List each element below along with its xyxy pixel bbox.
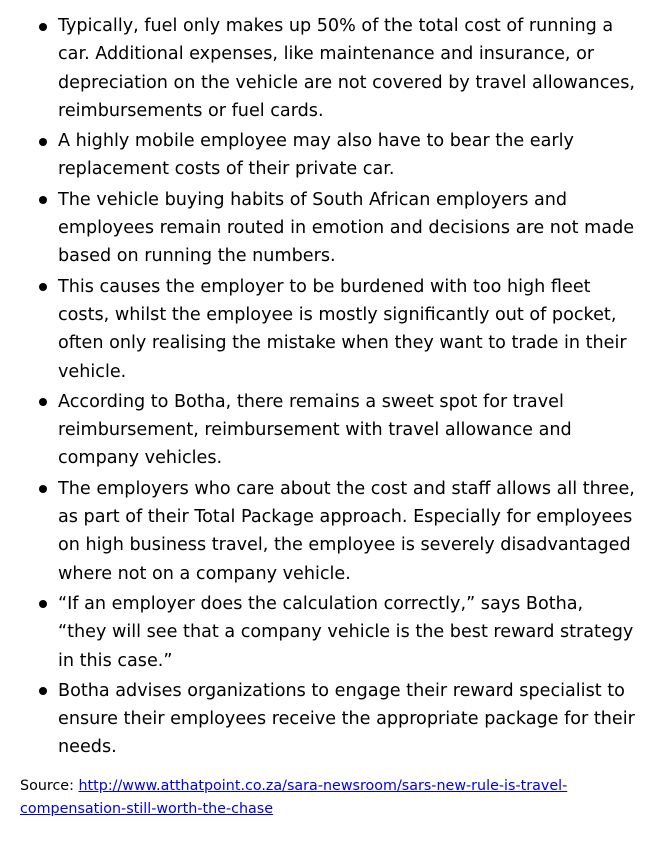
bullet-list: [0, 12, 650, 764]
list-item: [0, 677, 650, 762]
list-item-text: This causes the employer to be burdened with too high fleet costs, whilst the employee is mostly significantly out of pocket, often only realising the mistake when they want to trade in their vehicle.: [58, 276, 627, 382]
source-label: Source:: [20, 778, 79, 794]
source-link[interactable]: http://www.atthatpoint.co.za/sara-newsroom/sars-new-rule-is-travel-compensation-still-worth-the-chase: [20, 778, 568, 817]
list-item: [0, 186, 650, 271]
bullet-icon: [39, 398, 47, 406]
list-item-text: The employers who care about the cost and staff allows all three, as part of their Total Package approach. Especially for employees on high business travel, the employee is severely disadvantaged where not on a company vehicle.: [58, 478, 635, 584]
bullet-icon: [39, 687, 47, 695]
source-citation: [20, 775, 640, 821]
bullet-icon: [39, 138, 47, 146]
bullet-icon: [39, 600, 47, 608]
list-item: [0, 475, 650, 588]
list-item-text: “If an employer does the calculation correctly,” says Botha, “they will see that a company vehicle is the best reward strategy in this case.”: [58, 593, 634, 671]
bullet-icon: [39, 283, 47, 291]
list-item-text: Botha advises organizations to engage their reward specialist to ensure their employees receive the appropriate package for their needs.: [58, 680, 635, 758]
list-item: [0, 590, 650, 675]
bullet-icon: [39, 485, 47, 493]
list-item-text: Typically, fuel only makes up 50% of the total cost of running a car. Additional expenses, like maintenance and insurance, or depreciation on the vehicle are not covered by travel allowances, reimbursements or fuel cards.: [58, 16, 635, 121]
list-item: [0, 273, 650, 386]
bullet-icon: [39, 23, 47, 31]
list-item-text: The vehicle buying habits of South African employers and employees remain routed in emotion and decisions are not made based on running the numbers.: [58, 189, 635, 267]
list-item-text: A highly mobile employee may also have to bear the early replacement costs of their private car.: [58, 131, 574, 180]
list-item: [0, 127, 650, 184]
list-item: [0, 388, 650, 473]
list-item-text: According to Botha, there remains a sweet spot for travel reimbursement, reimbursement with travel allowance and company vehicles.: [58, 391, 572, 469]
list-item: [0, 12, 650, 125]
bullet-icon: [39, 196, 47, 204]
